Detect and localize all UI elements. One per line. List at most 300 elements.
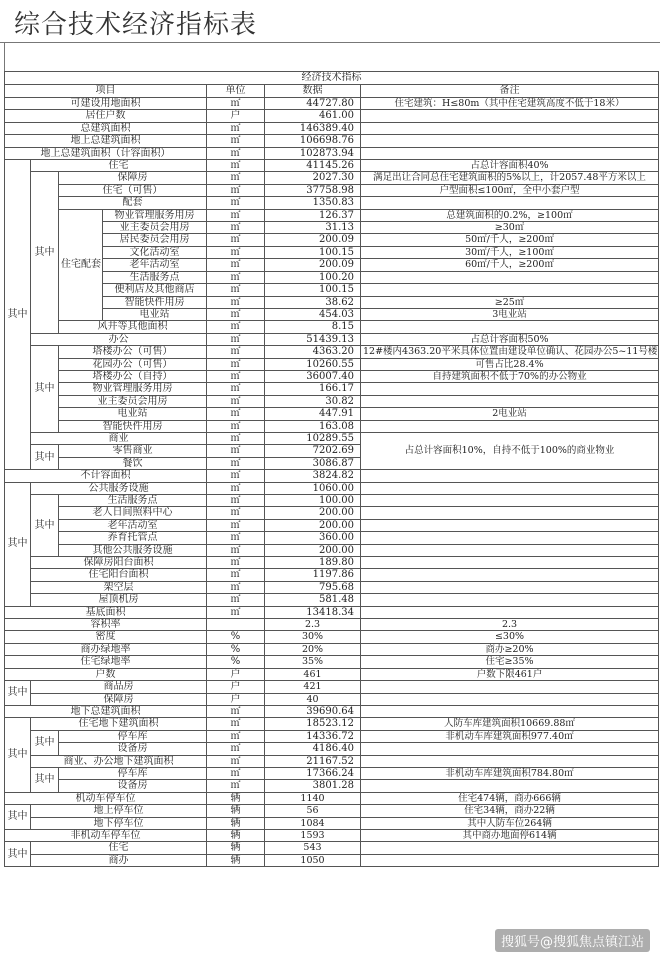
row-item: 机动车停车位	[5, 792, 207, 804]
row-item: 居民委员会用房	[103, 234, 207, 246]
row-unit: ㎡	[207, 346, 265, 358]
table-row	[5, 135, 659, 147]
row-unit	[207, 619, 265, 631]
row-note	[361, 854, 659, 866]
row-item: 业主委员会用房	[59, 395, 207, 407]
table-row	[5, 420, 659, 432]
row-note	[361, 420, 659, 432]
row-note	[361, 321, 659, 333]
row-item: 商业、办公地下建筑面积	[31, 755, 207, 767]
row-note: 可售占比28.4%	[361, 358, 659, 370]
row-item: 文化活动室	[103, 246, 207, 258]
row-unit: ㎡	[207, 594, 265, 606]
row-value: 163.08	[265, 420, 361, 432]
table-row	[5, 308, 659, 320]
row-note	[361, 594, 659, 606]
row-value: 10260.55	[265, 358, 361, 370]
row-note: ≥30㎡	[361, 222, 659, 234]
row-item: 电业站	[103, 308, 207, 320]
table-row	[5, 346, 659, 358]
row-item: 风井等其他面积	[59, 321, 207, 333]
table-row	[5, 643, 659, 655]
row-item: 便利店及其他商店	[103, 284, 207, 296]
row-note: 非机动车库建筑面积977.40㎡	[361, 730, 659, 742]
table-row	[5, 829, 659, 841]
row-item: 商业	[31, 432, 207, 444]
row-unit: %	[207, 631, 265, 643]
row-unit: 辆	[207, 792, 265, 804]
row-note: 商办≥20%	[361, 643, 659, 655]
table-row	[5, 805, 659, 817]
row-item: 停车库	[59, 767, 207, 779]
row-item: 智能快件用房	[103, 296, 207, 308]
group-label: 其中	[5, 160, 31, 470]
table-row	[5, 581, 659, 593]
table-row	[5, 160, 659, 172]
row-unit: 户	[207, 668, 265, 680]
row-unit: ㎡	[207, 557, 265, 569]
row-note: 占总计容面积10%，自持不低于100%的商业物业	[361, 432, 659, 469]
row-note	[361, 284, 659, 296]
row-value: 200.09	[265, 259, 361, 271]
row-value: 126.37	[265, 209, 361, 221]
row-item: 可建设用地面积	[5, 98, 207, 110]
subgroup-label: 其中	[31, 495, 59, 557]
sheet-border-left	[4, 42, 5, 72]
table-row	[5, 358, 659, 370]
row-unit: ㎡	[207, 482, 265, 494]
row-item: 零售商业	[59, 445, 207, 457]
table-row	[5, 681, 659, 693]
row-value: 795.68	[265, 581, 361, 593]
table-row	[5, 817, 659, 829]
row-unit: ㎡	[207, 333, 265, 345]
row-value: 1197.86	[265, 569, 361, 581]
row-item: 物业管理服务用房	[103, 209, 207, 221]
row-item: 容积率	[5, 619, 207, 631]
row-value: 200.00	[265, 544, 361, 556]
table-row	[5, 184, 659, 196]
row-unit: ㎡	[207, 122, 265, 134]
row-item: 屋顶机房	[31, 594, 207, 606]
table-row	[5, 767, 659, 779]
table-row	[5, 209, 659, 221]
row-value: 41145.26	[265, 160, 361, 172]
row-unit: ㎡	[207, 606, 265, 618]
row-value: 461	[265, 668, 361, 680]
row-value: 421	[265, 681, 361, 693]
row-value: 38.62	[265, 296, 361, 308]
table-row	[5, 507, 659, 519]
row-value: 17366.24	[265, 767, 361, 779]
row-note: 户数下限461户	[361, 668, 659, 680]
row-value: 10289.55	[265, 432, 361, 444]
header-value: 数据	[265, 85, 361, 98]
row-value: 4363.20	[265, 346, 361, 358]
table-row	[5, 569, 659, 581]
table-row	[5, 755, 659, 767]
row-item: 保障房阳台面积	[31, 557, 207, 569]
row-item: 住宅绿地率	[5, 656, 207, 668]
row-value: 200.00	[265, 507, 361, 519]
watermark: 搜狐号@搜狐焦点镇江站	[495, 929, 650, 952]
row-item: 总建筑面积	[5, 122, 207, 134]
row-note: 其中商办地面停614辆	[361, 829, 659, 841]
row-item: 保障房	[31, 693, 207, 705]
row-value: 3824.82	[265, 470, 361, 482]
row-value: 200.09	[265, 234, 361, 246]
row-value: 37758.98	[265, 184, 361, 196]
row-item: 其他公共服务设施	[59, 544, 207, 556]
row-note	[361, 135, 659, 147]
subgroup-label: 其中	[31, 445, 59, 470]
row-note	[361, 147, 659, 159]
row-unit: ㎡	[207, 445, 265, 457]
row-note	[361, 482, 659, 494]
row-value: 1060.00	[265, 482, 361, 494]
row-value: 44727.80	[265, 98, 361, 110]
row-note	[361, 681, 659, 693]
row-value: 2027.30	[265, 172, 361, 184]
subgroup-label: 其中	[31, 172, 59, 333]
row-unit: ㎡	[207, 470, 265, 482]
row-item: 架空层	[31, 581, 207, 593]
row-note: 人防车库建筑面积10669.88㎡	[361, 718, 659, 730]
row-note: 其中人防车位264辆	[361, 817, 659, 829]
row-item: 密度	[5, 631, 207, 643]
row-value: 100.15	[265, 246, 361, 258]
row-note	[361, 110, 659, 122]
table-row	[5, 271, 659, 283]
row-item: 配套	[59, 197, 207, 209]
table-row	[5, 197, 659, 209]
row-note: 2.3	[361, 619, 659, 631]
row-note: 12#楼内4363.20平米具体位置由建设单位确认、花园办公5~11号楼	[361, 346, 659, 358]
table-row	[5, 519, 659, 531]
row-note: 2电业站	[361, 408, 659, 420]
row-note: 满足出让合同总住宅建筑面积的5%以上，计2057.48平方米以上	[361, 172, 659, 184]
row-note: 占总计容面积50%	[361, 333, 659, 345]
row-value: 200.00	[265, 519, 361, 531]
row-unit: ㎡	[207, 755, 265, 767]
row-note: 住宅≥35%	[361, 656, 659, 668]
row-note	[361, 519, 659, 531]
table-row	[5, 705, 659, 717]
row-item: 住宅（可售）	[59, 184, 207, 196]
row-unit: ㎡	[207, 519, 265, 531]
row-unit: ㎡	[207, 135, 265, 147]
row-unit: 户	[207, 110, 265, 122]
row-item: 办公	[31, 333, 207, 345]
row-item: 不计容面积	[5, 470, 207, 482]
row-item: 停车库	[59, 730, 207, 742]
row-value: 30%	[265, 631, 361, 643]
row-item: 住宅阳台面积	[31, 569, 207, 581]
row-note	[361, 842, 659, 854]
row-unit: ㎡	[207, 395, 265, 407]
row-note: 住宅474辆，商办666辆	[361, 792, 659, 804]
row-item: 设备房	[59, 743, 207, 755]
row-unit: ㎡	[207, 495, 265, 507]
row-unit: ㎡	[207, 321, 265, 333]
row-unit: 户	[207, 681, 265, 693]
table-row	[5, 594, 659, 606]
row-value: 14336.72	[265, 730, 361, 742]
header-item: 项目	[5, 85, 207, 98]
row-note: 自持建筑面积不低于70%的办公物业	[361, 370, 659, 382]
row-value: 51439.13	[265, 333, 361, 345]
table-row	[5, 333, 659, 345]
row-value: 146389.40	[265, 122, 361, 134]
row-value: 106698.76	[265, 135, 361, 147]
group-label: 其中	[5, 718, 31, 792]
row-unit: ㎡	[207, 197, 265, 209]
row-item: 地下总建筑面积	[5, 705, 207, 717]
row-item: 老年活动室	[59, 519, 207, 531]
row-note: 住宅建筑：H≤80m（其中住宅建筑高度不低于18米）	[361, 98, 659, 110]
row-item: 保障房	[59, 172, 207, 184]
row-item: 餐饮	[59, 457, 207, 469]
row-note: 非机动车库建筑面积784.80㎡	[361, 767, 659, 779]
row-item: 商办	[31, 854, 207, 866]
row-unit: ㎡	[207, 308, 265, 320]
row-unit: ㎡	[207, 284, 265, 296]
row-item: 地上停车位	[31, 805, 207, 817]
row-note	[361, 495, 659, 507]
row-unit: 辆	[207, 842, 265, 854]
row-item: 地上总建筑面积	[5, 135, 207, 147]
row-unit: 辆	[207, 817, 265, 829]
table-row	[5, 495, 659, 507]
row-unit: ㎡	[207, 743, 265, 755]
row-note: ≥25㎡	[361, 296, 659, 308]
table-row	[5, 147, 659, 159]
row-unit: ㎡	[207, 271, 265, 283]
row-note	[361, 507, 659, 519]
table-row	[5, 482, 659, 494]
row-value: 36007.40	[265, 370, 361, 382]
row-note	[361, 395, 659, 407]
row-value: 461.00	[265, 110, 361, 122]
row-note: 60㎡/千人，≥200㎡	[361, 259, 659, 271]
subgroup-label: 其中	[31, 730, 59, 755]
row-note	[361, 780, 659, 792]
row-item: 地上总建筑面积（计容面积）	[5, 147, 207, 159]
row-value: 102873.94	[265, 147, 361, 159]
row-item: 业主委员会用房	[103, 222, 207, 234]
row-note	[361, 755, 659, 767]
table-row	[5, 718, 659, 730]
row-unit: ㎡	[207, 296, 265, 308]
row-unit: ㎡	[207, 432, 265, 444]
row-value: 581.48	[265, 594, 361, 606]
row-value: 21167.52	[265, 755, 361, 767]
row-item: 住宅地下建筑面积	[31, 718, 207, 730]
table-row	[5, 383, 659, 395]
table-row	[5, 432, 659, 444]
row-unit: ㎡	[207, 370, 265, 382]
row-value: 4186.40	[265, 743, 361, 755]
row-note	[361, 557, 659, 569]
row-unit: ㎡	[207, 705, 265, 717]
row-note	[361, 197, 659, 209]
subgroup-label: 其中	[31, 346, 59, 433]
table-row	[5, 631, 659, 643]
row-unit: 辆	[207, 829, 265, 841]
row-item: 公共服务设施	[31, 482, 207, 494]
table-row	[5, 172, 659, 184]
row-unit: ㎡	[207, 767, 265, 779]
table-row	[5, 122, 659, 134]
row-value: 454.03	[265, 308, 361, 320]
row-note: 占总计容面积40%	[361, 160, 659, 172]
row-item: 电业站	[59, 408, 207, 420]
subgroup-label: 其中	[31, 767, 59, 792]
row-note	[361, 705, 659, 717]
table-row	[5, 557, 659, 569]
row-unit: ㎡	[207, 259, 265, 271]
table-row	[5, 606, 659, 618]
row-value: 189.80	[265, 557, 361, 569]
row-item: 商品房	[31, 681, 207, 693]
row-item: 生活服务点	[59, 495, 207, 507]
table-row	[5, 842, 659, 854]
row-item: 物业管理服务用房	[59, 383, 207, 395]
row-note	[361, 569, 659, 581]
row-value: 20%	[265, 643, 361, 655]
row-note: 住宅34辆，商办22辆	[361, 805, 659, 817]
row-value: 40	[265, 693, 361, 705]
table-row	[5, 222, 659, 234]
row-unit: ㎡	[207, 408, 265, 420]
row-unit: ㎡	[207, 383, 265, 395]
group-label: 其中	[5, 482, 31, 606]
row-value: 2.3	[265, 619, 361, 631]
row-unit: ㎡	[207, 147, 265, 159]
row-unit: ㎡	[207, 718, 265, 730]
subgroup-label: 住宅配套	[59, 209, 103, 321]
table-row	[5, 110, 659, 122]
row-value: 8.15	[265, 321, 361, 333]
row-item: 住宅	[31, 842, 207, 854]
row-value: 1350.83	[265, 197, 361, 209]
row-value: 30.82	[265, 395, 361, 407]
row-unit: ㎡	[207, 172, 265, 184]
row-item: 老年活动室	[103, 259, 207, 271]
row-note	[361, 271, 659, 283]
table-row	[5, 656, 659, 668]
row-item: 住宅	[31, 160, 207, 172]
row-value: 100.20	[265, 271, 361, 283]
table-row	[5, 730, 659, 742]
row-item: 商办绿地率	[5, 643, 207, 655]
table-row	[5, 743, 659, 755]
header-unit: 单位	[207, 85, 265, 98]
table-row	[5, 854, 659, 866]
row-unit: ㎡	[207, 234, 265, 246]
row-note: 户型面积≤100㎡，全中小套户型	[361, 184, 659, 196]
row-note: 总建筑面积的0.2%，≥100㎡	[361, 209, 659, 221]
table-row	[5, 544, 659, 556]
row-value: 543	[265, 842, 361, 854]
row-value: 3801.28	[265, 780, 361, 792]
table-row	[5, 259, 659, 271]
table-row	[5, 234, 659, 246]
row-item: 居住户数	[5, 110, 207, 122]
row-item: 塔楼办公（可售）	[59, 346, 207, 358]
row-value: 1050	[265, 854, 361, 866]
row-value: 35%	[265, 656, 361, 668]
row-unit: ㎡	[207, 457, 265, 469]
table-row	[5, 619, 659, 631]
row-unit: ㎡	[207, 160, 265, 172]
row-note	[361, 122, 659, 134]
row-note: 50㎡/千人，≥200㎡	[361, 234, 659, 246]
group-label: 其中	[5, 842, 31, 867]
row-item: 户数	[5, 668, 207, 680]
row-value: 7202.69	[265, 445, 361, 457]
table-row	[5, 408, 659, 420]
header-note: 备注	[361, 85, 659, 98]
table-row	[5, 296, 659, 308]
row-unit: ㎡	[207, 358, 265, 370]
row-unit: %	[207, 643, 265, 655]
row-note	[361, 743, 659, 755]
row-unit: ㎡	[207, 420, 265, 432]
row-unit: ㎡	[207, 730, 265, 742]
row-note	[361, 693, 659, 705]
row-value: 447.91	[265, 408, 361, 420]
row-item: 老人日间照料中心	[59, 507, 207, 519]
indicator-table	[4, 71, 659, 867]
row-item: 生活服务点	[103, 271, 207, 283]
row-value: 360.00	[265, 532, 361, 544]
row-note	[361, 581, 659, 593]
row-item: 花园办公（可售）	[59, 358, 207, 370]
row-unit: ㎡	[207, 780, 265, 792]
row-unit: ㎡	[207, 544, 265, 556]
row-note: 30㎡/千人，≥100㎡	[361, 246, 659, 258]
row-unit: 辆	[207, 854, 265, 866]
row-value: 3086.87	[265, 457, 361, 469]
row-unit: ㎡	[207, 209, 265, 221]
row-unit: 辆	[207, 805, 265, 817]
table-row	[5, 693, 659, 705]
row-value: 39690.64	[265, 705, 361, 717]
table-row	[5, 780, 659, 792]
row-value: 100.00	[265, 495, 361, 507]
row-value: 56	[265, 805, 361, 817]
row-item: 塔楼办公（自持）	[59, 370, 207, 382]
row-note	[361, 606, 659, 618]
row-note	[361, 383, 659, 395]
row-note	[361, 470, 659, 482]
row-note	[361, 544, 659, 556]
row-item: 地下停车位	[31, 817, 207, 829]
row-value: 13418.34	[265, 606, 361, 618]
row-note: 3电业站	[361, 308, 659, 320]
row-item: 设备房	[59, 780, 207, 792]
row-value: 1140	[265, 792, 361, 804]
row-unit: ㎡	[207, 98, 265, 110]
row-note	[361, 532, 659, 544]
table-row	[5, 470, 659, 482]
row-unit: ㎡	[207, 569, 265, 581]
row-unit: ㎡	[207, 507, 265, 519]
table-row	[5, 98, 659, 110]
row-value: 1084	[265, 817, 361, 829]
sheet-title: 经济技术指标	[5, 72, 659, 85]
